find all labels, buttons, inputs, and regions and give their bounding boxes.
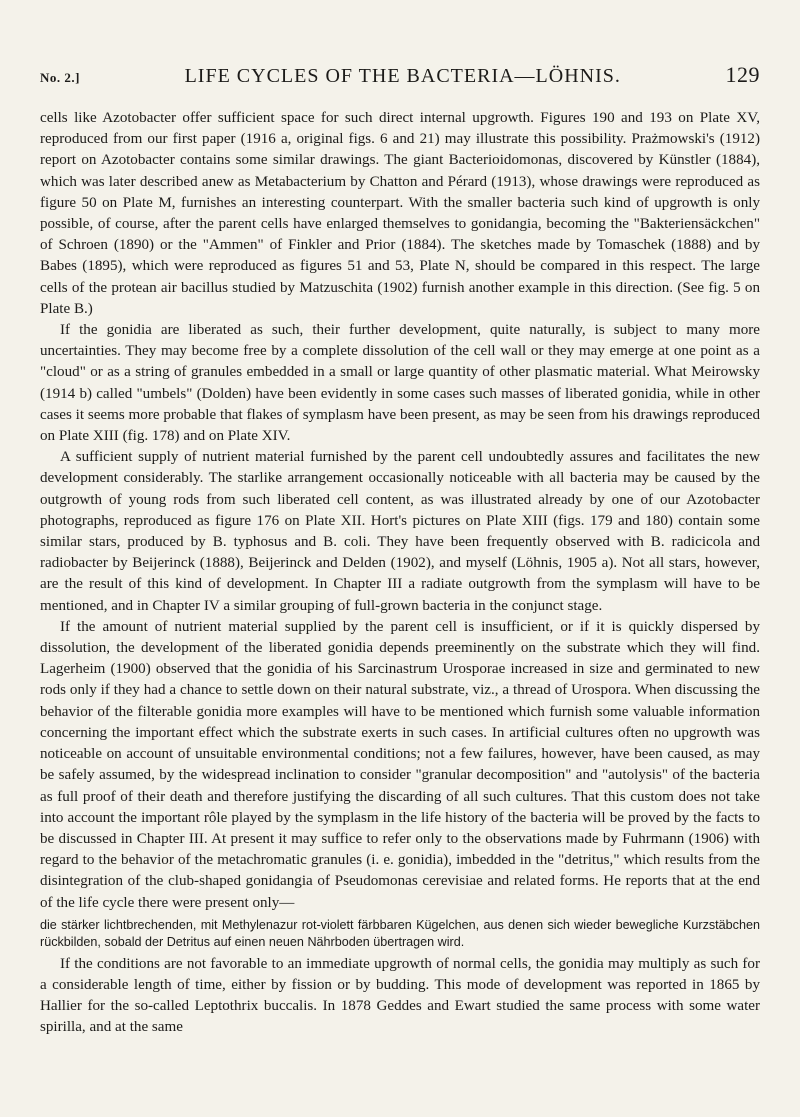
paragraph: A sufficient supply of nutrient material furnished by the parent cell undoubtedly assures and facilitates the new development considerably. The starlike arrangement occasionally noticeable with all bacteria may be caused by the outgrowth of young rods from such liberated cell content, as was illustrated already by one of our Azotobacter photographs, reproduced as figure 176 on Plate XII. Hort's pictures on Plate XIII (figs. 179 and 180) contain some similar stars, produced by B. typhosus and B. coli. They have been frequently observed with B. radicicola and radiobacter by Beijerinck (1888), Beijerinck and Delden (1902), and myself (Löhnis, 1905 a). Not all stars, however, are the result of this kind of development. In Chapter III a radiate outgrowth from the symplasm will have to be mentioned, and in Chapter IV a similar grouping of full-grown bacteria in the conjunct stage. (40, 449, 760, 614)
paragraph: If the conditions are not favorable to an immediate upgrowth of normal cells, the gonidia may multiply as such for a considerable length of time, either by fission or by budding. This mode of development was reported in 1865 by Hallier for the so-called Leptothrix buccalis. In 1878 Geddes and Ewart studied the same process with some water spirilla, and at the same (40, 955, 760, 1036)
paragraph: cells like Azotobacter offer sufficient space for such direct internal upgrowth. Figures 190 and 193 on Plate XV, reproduced from our first paper (1916 a, original figs. 6 and 21) may illustrate this possibility. Prażmowski's (1912) report on Azotobacter contains some similar drawings. The giant Bacterioidomonas, discovered by Künstler (1884), which was later described anew as Metabacterium by Chatton and Pérard (1913), whose drawings were reproduced as figure 50 on Plate M, furnishes an interesting counterpart. With the smaller bacteria such kind of upgrowth is only possible, of course, after the parent cells have enlarged themselves to gonidangia, becoming the "Bakteriensäckchen" of Schroen (1890) or the "Ammen" of Finkler and Prior (1884). The sketches made by Tomaschek (1888) and by Babes (1895), which were reproduced as figures 51 and 53, Plate N, should be compared in this respect. The large cells of the protean air bacillus studied by Matzuschita (1902) furnish another example in this direction. (See fig. 5 on Plate B.) (40, 110, 760, 317)
body-text (40, 108, 760, 1039)
paragraph: If the gonidia are liberated as such, their further development, quite naturally, is subject to many more uncertainties. They may become free by a complete dissolution of the cell wall or they may emerge at one point as a "cloud" or as a string of granules embedded in a small or large quantity of other plasmatic material. What Meirowsky (1914 b) called "umbels" (Dolden) have been evidently in some cases such masses of liberated gonidia, while in other cases it seems more probable that flakes of symplasm have been present, as may be seen from his drawings reproduced on Plate XIII (fig. 178) and on Plate XIV. (40, 322, 760, 445)
page-number: 129 (725, 62, 760, 87)
block-quote: die stärker lichtbrechenden, mit Methylenazur rot-violett färbbaren Kügelchen, aus denen sich wieder bewegliche Kurzstäbchen rückbilden, sobald der Detritus auf einen neuen Nährboden übertragen wird. (40, 917, 760, 949)
paragraph: If the amount of nutrient material supplied by the parent cell is insufficient, or if it is quickly dispersed by dissolution, the development of the liberated gonidia depends preeminently on the substrate which they will find. Lagerheim (1900) observed that the gonidia of his Sarcinastrum Urosporae increased in size and germinated to new rods only if they had a chance to settle down on their natural substrate, viz., a thread of Urospora. When discussing the behavior of the filterable gonidia more examples will have to be mentioned which furnish some valuable information concerning the important effect which the substrate exerts in such cases. In artificial cultures often no upgrowth was noticeable on account of unsuitable environmental conditions; not a few failures, however, have been caused, as may be safely assumed, by the widespread inclination to consider "granular decomposition" and "autolysis" of the bacteria as full proof of their death and therefore justifying the discarding of all such cultures. That this custom does not take into account the important rôle played by the symplasm in the life history of the bacteria will be proved by the facts to be discussed in Chapter III. At present it may suffice to refer only to the observations made by Fuhrmann (1906) with regard to the behavior of the metachromatic granules (i. e. gonidia), imbedded in the "detritus," which results from the disintegration of the club-shaped gonidangia of Pseudomonas cerevisiae and related forms. He reports that at the end of the life cycle there were present only— (40, 618, 760, 911)
running-header (40, 62, 760, 88)
running-title: LIFE CYCLES OF THE BACTERIA—LÖHNIS. (184, 65, 621, 87)
issue-number: No. 2.] (40, 70, 80, 85)
